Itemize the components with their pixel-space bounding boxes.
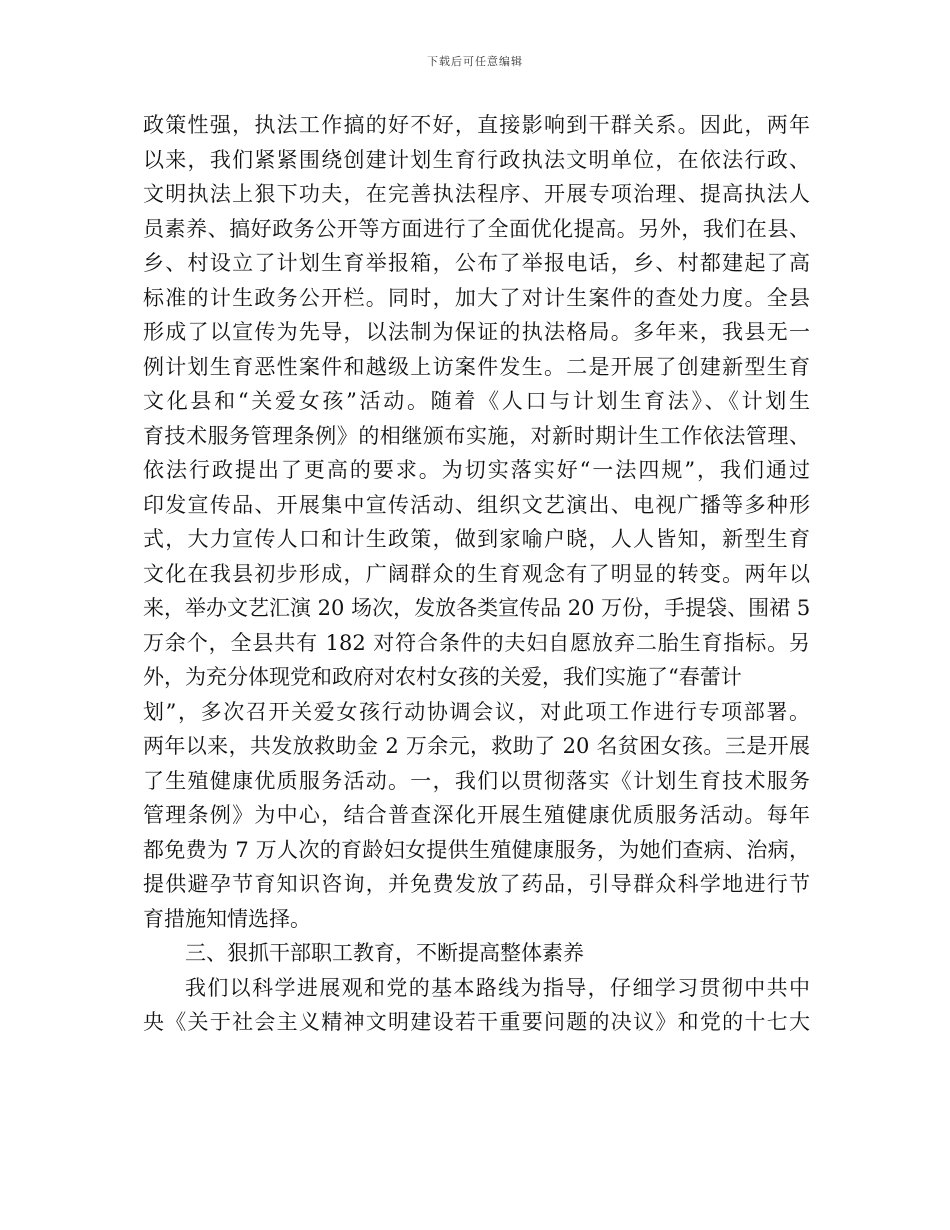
body-text-line: 来，举办文艺汇演 20 场次，发放各类宣传品 20 万份，手提袋、围裙 5 xyxy=(143,596,810,620)
body-text-line: 标准的计生政务公开栏。同时，加大了对计生案件的查处力度。全县 xyxy=(143,285,810,310)
body-text-line: 三、狠抓干部职工教育，不断提高整体素养 xyxy=(185,941,584,965)
body-text-line: 提供避孕节育知识咨询，并免费发放了药品，引导群众科学地进行节 xyxy=(143,872,810,896)
body-text-line: 划”，多次召开关爱女孩行动协调会议，对此项工作进行专项部署。 xyxy=(143,699,810,724)
body-text-line: 以来，我们紧紧围绕创建计划生育行政执法文明单位，在依法行政、 xyxy=(143,147,810,172)
body-text-line: 式，大力宣传人口和计生政策，做到家喻户晓，人人皆知，新型生育 xyxy=(143,527,810,551)
body-text-line: 育措施知情选择。 xyxy=(143,906,311,931)
body-text-line: 外，为充分体现党和政府对农村女孩的关爱，我们实施了“春蕾计 xyxy=(143,665,742,689)
body-text-line: 印发宣传品、开展集中宣传活动、组织文艺演出、电视广播等多种形 xyxy=(143,492,810,517)
body-text-line: 管理条例》为中心，结合普查深化开展生殖健康优质服务活动。每年 xyxy=(143,803,810,827)
body-text-line: 育技术服务管理条例》的相继颁布实施，对新时期计生工作依法管理、 xyxy=(143,423,810,448)
body-text-line: 形成了以宣传为先导，以法制为保证的执法格局。多年来，我县无一 xyxy=(143,320,810,344)
body-text-line: 依法行政提出了更高的要求。为切实落实好“一法四规”，我们通过 xyxy=(143,458,810,482)
body-text-line: 政策性强，执法工作搞的好不好，直接影响到干群关系。因此，两年 xyxy=(143,113,810,137)
page-header-note: 下载后可任意编辑 xyxy=(427,55,523,68)
body-text-line: 央《关于社会主义精神文明建设若干重要问题的决议》和党的十七大 xyxy=(143,1010,810,1034)
body-text-line: 都免费为 7 万人次的育龄妇女提供生殖健康服务，为她们查病、治病， xyxy=(143,837,810,862)
body-text-line: 两年以来，共发放救助金 2 万余元，救助了 20 名贫困女孩。三是开展 xyxy=(143,734,810,758)
body-text-line: 员素养、搞好政务公开等方面进行了全面优化提高。另外，我们在县、 xyxy=(143,216,810,241)
body-text-line: 文化在我县初步形成，广阔群众的生育观念有了明显的转变。两年以 xyxy=(143,561,810,586)
body-text-line: 万余个，全县共有 182 对符合条件的夫妇自愿放弃二胎生育指标。另 xyxy=(143,630,810,655)
document-body xyxy=(143,108,810,1040)
body-text-line: 例计划生育恶性案件和越级上访案件发生。二是开展了创建新型生育 xyxy=(143,354,810,379)
body-text-line: 乡、村设立了计划生育举报箱，公布了举报电话，乡、村都建起了高 xyxy=(143,251,810,275)
body-text-line: 文化县和“关爱女孩”活动。随着《人口与计划生育法》、《计划生 xyxy=(143,389,810,413)
body-text-line: 文明执法上狠下功夫，在完善执法程序、开展专项治理、提高执法人 xyxy=(143,182,810,206)
body-text-line: 我们以科学进展观和党的基本路线为指导，仔细学习贯彻中共中 xyxy=(185,975,810,1000)
body-text-line: 了生殖健康优质服务活动。一，我们以贯彻落实《计划生育技术服务 xyxy=(143,768,810,793)
